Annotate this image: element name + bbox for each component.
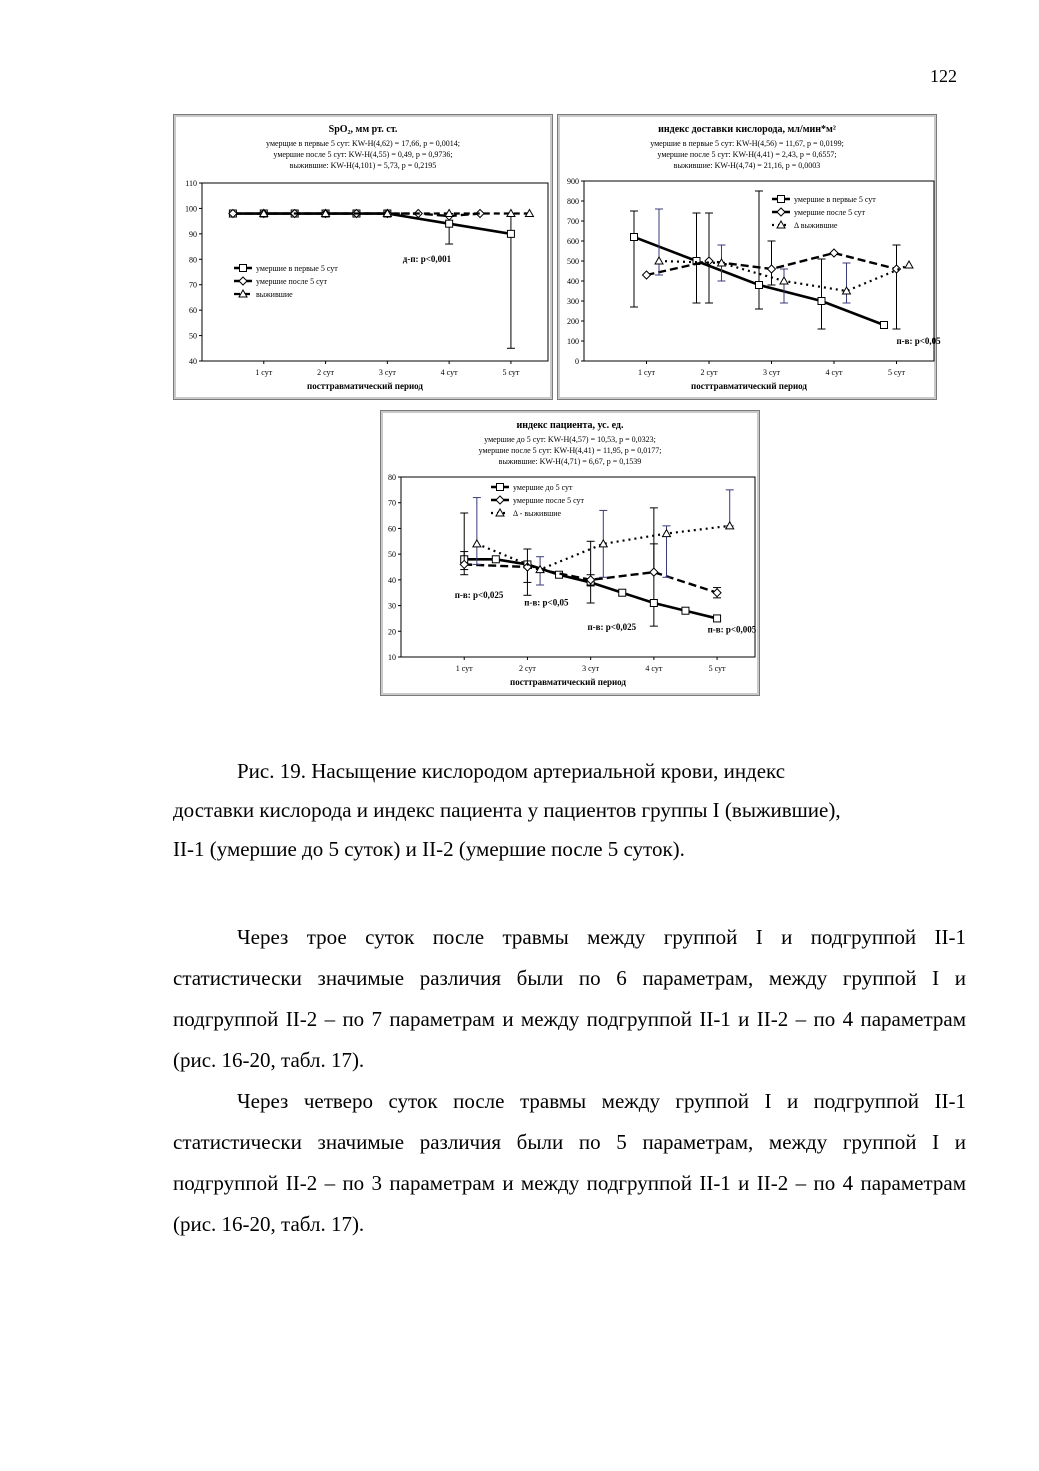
data-point bbox=[492, 556, 499, 563]
x-tick-label: 5 сут bbox=[502, 368, 520, 377]
do2-chart-svg bbox=[558, 115, 941, 399]
data-point bbox=[619, 589, 626, 596]
chart-stat-line: умершие после 5 сут: KW-H(4,41) = 2,43, p = 0,6557; bbox=[657, 150, 837, 159]
y-tick-label: 400 bbox=[567, 277, 579, 286]
legend-label: Δ выжившие bbox=[794, 221, 838, 230]
chart-stat-line: умершие до 5 сут: KW-H(4,57) = 10,53, p = 0,0323; bbox=[484, 435, 656, 444]
body-text bbox=[173, 917, 966, 1245]
data-point bbox=[768, 265, 776, 273]
caption-line-2: доставки кислорода и индекс пациента у пациентов группы I (выжившие), bbox=[173, 798, 841, 822]
x-tick-label: 3 сут bbox=[763, 368, 780, 377]
chart-stat-line: выжившие: KW-H(4,101) = 5,73, p = 0,2195 bbox=[289, 161, 437, 170]
y-tick-label: 80 bbox=[189, 255, 197, 265]
x-axis-label: посттравматический период bbox=[510, 677, 626, 687]
data-point bbox=[643, 271, 651, 279]
chart-title: индекс пациента, ус. ед. bbox=[516, 420, 624, 431]
data-point bbox=[714, 615, 721, 622]
spo2-chart-svg bbox=[174, 115, 552, 399]
y-tick-label: 0 bbox=[575, 357, 579, 366]
caption-line-1: Рис. 19. Насыщение кислородом артериальной крови, индекс bbox=[237, 759, 786, 783]
significance-annotation: п-в: p<0,05 bbox=[524, 597, 569, 608]
chart-stat-line: умершие после 5 сут: KW-H(4,41) = 11,95, p = 0,0177; bbox=[478, 446, 662, 455]
x-tick-label: 2 сут bbox=[518, 664, 536, 673]
x-tick-label: 1 сут bbox=[255, 368, 273, 377]
chart-stat-line: умершие после 5 сут: KW-H(4,55) = 0,49, p = 0,9736; bbox=[273, 150, 453, 159]
y-tick-label: 700 bbox=[567, 217, 579, 226]
y-tick-label: 200 bbox=[567, 317, 579, 326]
legend-label: умершие в первые 5 сут bbox=[794, 195, 876, 204]
legend-marker bbox=[496, 496, 504, 504]
plot-area bbox=[202, 183, 548, 361]
x-tick-label: 4 сут bbox=[825, 368, 843, 377]
data-point bbox=[756, 282, 763, 289]
x-tick-label: 3 сут bbox=[378, 368, 396, 377]
patient-index-chart bbox=[380, 410, 760, 696]
data-point bbox=[682, 607, 689, 614]
y-tick-label: 100 bbox=[567, 337, 579, 346]
paragraph-2: Через четверо суток после травмы между группой I и подгруппой II-1 статистически значимые различия были по 5 параметрам, между группой I и подгруппой II-2 – по 3 параметрам и между подгруппой II-1 и II-2 – по 4 параметрам (рис. 16-20, табл. 17). bbox=[173, 1089, 966, 1236]
y-tick-label: 90 bbox=[189, 229, 197, 239]
data-point bbox=[780, 277, 788, 284]
legend-label: умершие после 5 сут bbox=[256, 277, 328, 286]
legend-label: умершие после 5 сут bbox=[794, 208, 866, 217]
x-tick-label: 2 сут bbox=[317, 368, 335, 377]
data-point bbox=[905, 261, 913, 268]
y-tick-label: 30 bbox=[388, 601, 396, 611]
x-tick-label: 5 сут bbox=[888, 368, 905, 377]
legend-label: выжившие bbox=[256, 290, 293, 299]
y-tick-label: 70 bbox=[388, 498, 396, 508]
legend-marker bbox=[778, 196, 785, 203]
y-tick-label: 300 bbox=[567, 297, 579, 306]
series-line bbox=[233, 214, 511, 234]
y-tick-label: 80 bbox=[388, 473, 396, 482]
chart-stat-line: умершие в первые 5 сут: KW-H(4,56) = 11,67, p = 0,0199; bbox=[650, 139, 844, 148]
y-tick-label: 60 bbox=[388, 524, 396, 534]
data-point bbox=[830, 249, 838, 257]
x-tick-label: 1 сут bbox=[455, 664, 473, 673]
x-axis-label: посттравматический период bbox=[691, 381, 807, 391]
legend-label: умершие в первые 5 сут bbox=[256, 264, 338, 273]
data-point bbox=[713, 589, 721, 597]
paragraph-1: Через трое суток после травмы между группой I и подгруппой II-1 статистически значимые различия были по 6 параметрам, между группой I и подгруппой II-2 – по 7 параметрам и между подгруппой II-1 и II-2 – по 4 параметрам (рис. 16-20, табл. 17). bbox=[173, 925, 966, 1072]
chart-stat-line: выжившие: KW-H(4,71) = 6,67, p = 0,1539 bbox=[498, 457, 642, 466]
data-point bbox=[631, 234, 638, 241]
data-point bbox=[473, 540, 481, 547]
data-point bbox=[881, 322, 888, 329]
x-tick-label: 3 сут bbox=[582, 664, 600, 673]
data-point bbox=[726, 522, 734, 529]
y-tick-label: 100 bbox=[185, 204, 197, 214]
y-tick-label: 50 bbox=[388, 550, 396, 560]
data-point bbox=[655, 257, 663, 264]
legend-marker bbox=[240, 265, 247, 272]
significance-annotation: д-п: p<0,001 bbox=[402, 253, 452, 264]
y-tick-label: 70 bbox=[189, 280, 197, 290]
x-tick-label: 4 сут bbox=[440, 368, 458, 377]
x-tick-label: 4 сут bbox=[645, 664, 663, 673]
data-point bbox=[650, 600, 657, 607]
spo2-chart bbox=[173, 114, 553, 400]
figure-caption bbox=[173, 752, 966, 869]
x-tick-label: 1 сут bbox=[638, 368, 655, 377]
y-tick-label: 20 bbox=[388, 627, 396, 637]
legend-marker bbox=[777, 208, 785, 216]
y-tick-label: 10 bbox=[388, 653, 396, 662]
patient-index-chart-svg bbox=[381, 411, 759, 695]
do2-chart bbox=[557, 114, 941, 400]
significance-annotation: п-в: p<0,025 bbox=[587, 622, 637, 632]
data-point bbox=[446, 220, 453, 227]
x-axis-label: посттравматический период bbox=[307, 381, 423, 391]
chart-title: индекс доставки кислорода, мл/мин*м² bbox=[658, 124, 836, 135]
x-tick-label: 5 сут bbox=[708, 664, 726, 673]
y-tick-label: 800 bbox=[567, 197, 579, 206]
y-tick-label: 40 bbox=[189, 357, 197, 366]
legend-marker bbox=[497, 484, 504, 491]
legend-label: умершие после 5 сут bbox=[513, 496, 585, 505]
y-tick-label: 900 bbox=[567, 177, 579, 186]
chart-stat-line: выжившие: KW-H(4,74) = 21,16, p = 0,0003 bbox=[673, 161, 821, 170]
legend-label: Δ - выжившие bbox=[513, 509, 562, 518]
page-number: 122 bbox=[930, 66, 957, 86]
chart-title: SpO₂, мм рт. ст. bbox=[328, 124, 398, 135]
y-tick-label: 60 bbox=[189, 306, 197, 316]
chart-stat-line: умерщие в первые 5 сут: KW-H(4,62) = 17,66, p = 0,0014; bbox=[266, 139, 460, 148]
significance-annotation: п-в: p<0,005 bbox=[707, 624, 757, 635]
significance-annotation: п-в: p<0,025 bbox=[454, 589, 504, 600]
y-tick-label: 500 bbox=[567, 257, 579, 266]
y-tick-label: 40 bbox=[388, 575, 396, 585]
legend-marker bbox=[239, 277, 247, 285]
data-point bbox=[663, 530, 671, 537]
caption-line-3: II-1 (умершие до 5 суток) и II-2 (умершие после 5 суток). bbox=[173, 837, 685, 861]
y-tick-label: 50 bbox=[189, 331, 197, 341]
legend-label: умершие до 5 сут bbox=[513, 483, 573, 492]
x-tick-label: 2 сут bbox=[700, 368, 718, 377]
y-tick-label: 600 bbox=[567, 237, 579, 246]
y-tick-label: 110 bbox=[185, 179, 197, 188]
significance-annotation: п-в: p<0,05 bbox=[896, 336, 941, 346]
data-point bbox=[818, 298, 825, 305]
data-point bbox=[650, 568, 658, 576]
data-point bbox=[507, 230, 514, 237]
